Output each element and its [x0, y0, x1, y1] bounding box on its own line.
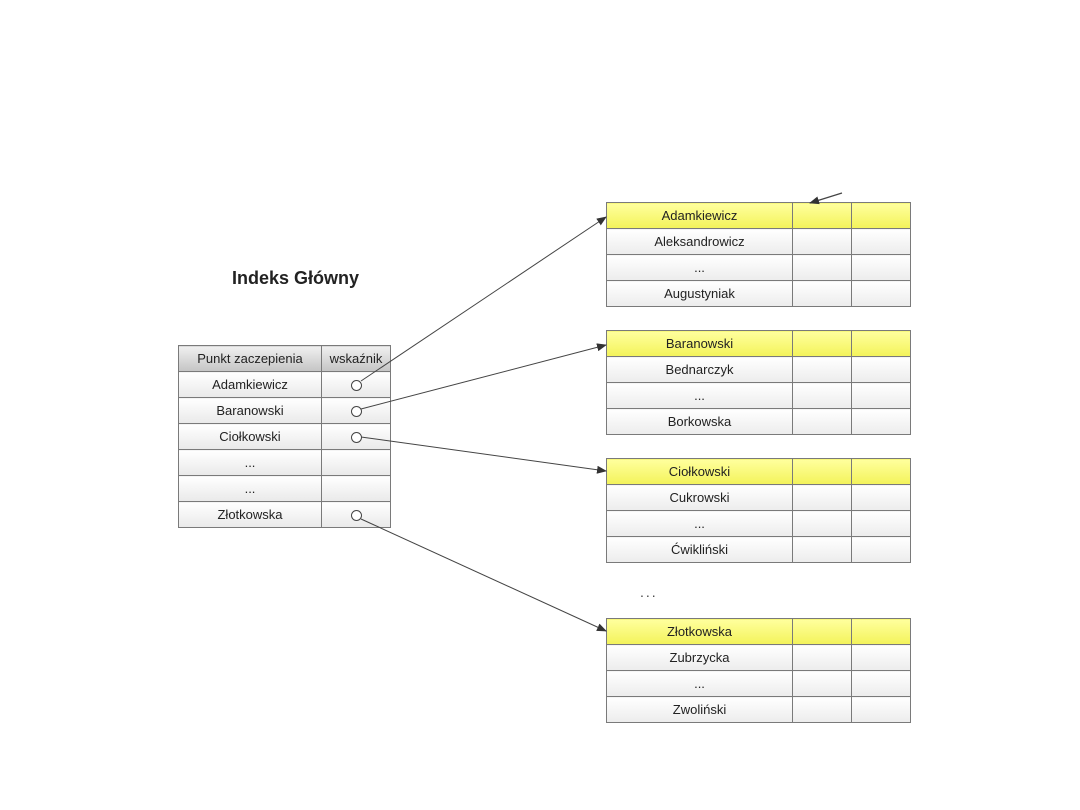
arrow-to-block-a	[361, 217, 606, 381]
block-row-key: Bednarczyk	[607, 357, 793, 383]
incoming-arrow	[810, 193, 842, 203]
index-row-key: Ciołkowski	[179, 424, 322, 450]
block-row-key: Ciołkowski	[607, 459, 793, 485]
block-row-key: Zubrzycka	[607, 645, 793, 671]
block-row-key: Baranowski	[607, 331, 793, 357]
block-row-key: ...	[607, 511, 793, 537]
block-row-key: Augustyniak	[607, 281, 793, 307]
block-row-key: ...	[607, 255, 793, 281]
index-row-key: ...	[179, 450, 322, 476]
block-row-key: Złotkowska	[607, 619, 793, 645]
block-row-key: Borkowska	[607, 409, 793, 435]
block-row-key: Cukrowski	[607, 485, 793, 511]
arrow-to-block-d	[361, 519, 606, 631]
index-header-pointer: wskaźnik	[322, 346, 391, 372]
arrow-to-block-b	[361, 345, 606, 409]
index-row-key: Złotkowska	[179, 502, 322, 528]
block-row-key: ...	[607, 383, 793, 409]
block-row-key: Aleksandrowicz	[607, 229, 793, 255]
arrow-to-block-c	[361, 437, 606, 471]
block-row-key: Zwoliński	[607, 697, 793, 723]
block-row-key: ...	[607, 671, 793, 697]
block-row-key: Ćwikliński	[607, 537, 793, 563]
block-row-key: Adamkiewicz	[607, 203, 793, 229]
index-header-key: Punkt zaczepienia	[179, 346, 322, 372]
blocks-ellipsis: ...	[640, 584, 658, 600]
index-row-key: ...	[179, 476, 322, 502]
diagram-title: Indeks Główny	[232, 268, 360, 288]
index-row-key: Adamkiewicz	[179, 372, 322, 398]
index-row-key: Baranowski	[179, 398, 322, 424]
